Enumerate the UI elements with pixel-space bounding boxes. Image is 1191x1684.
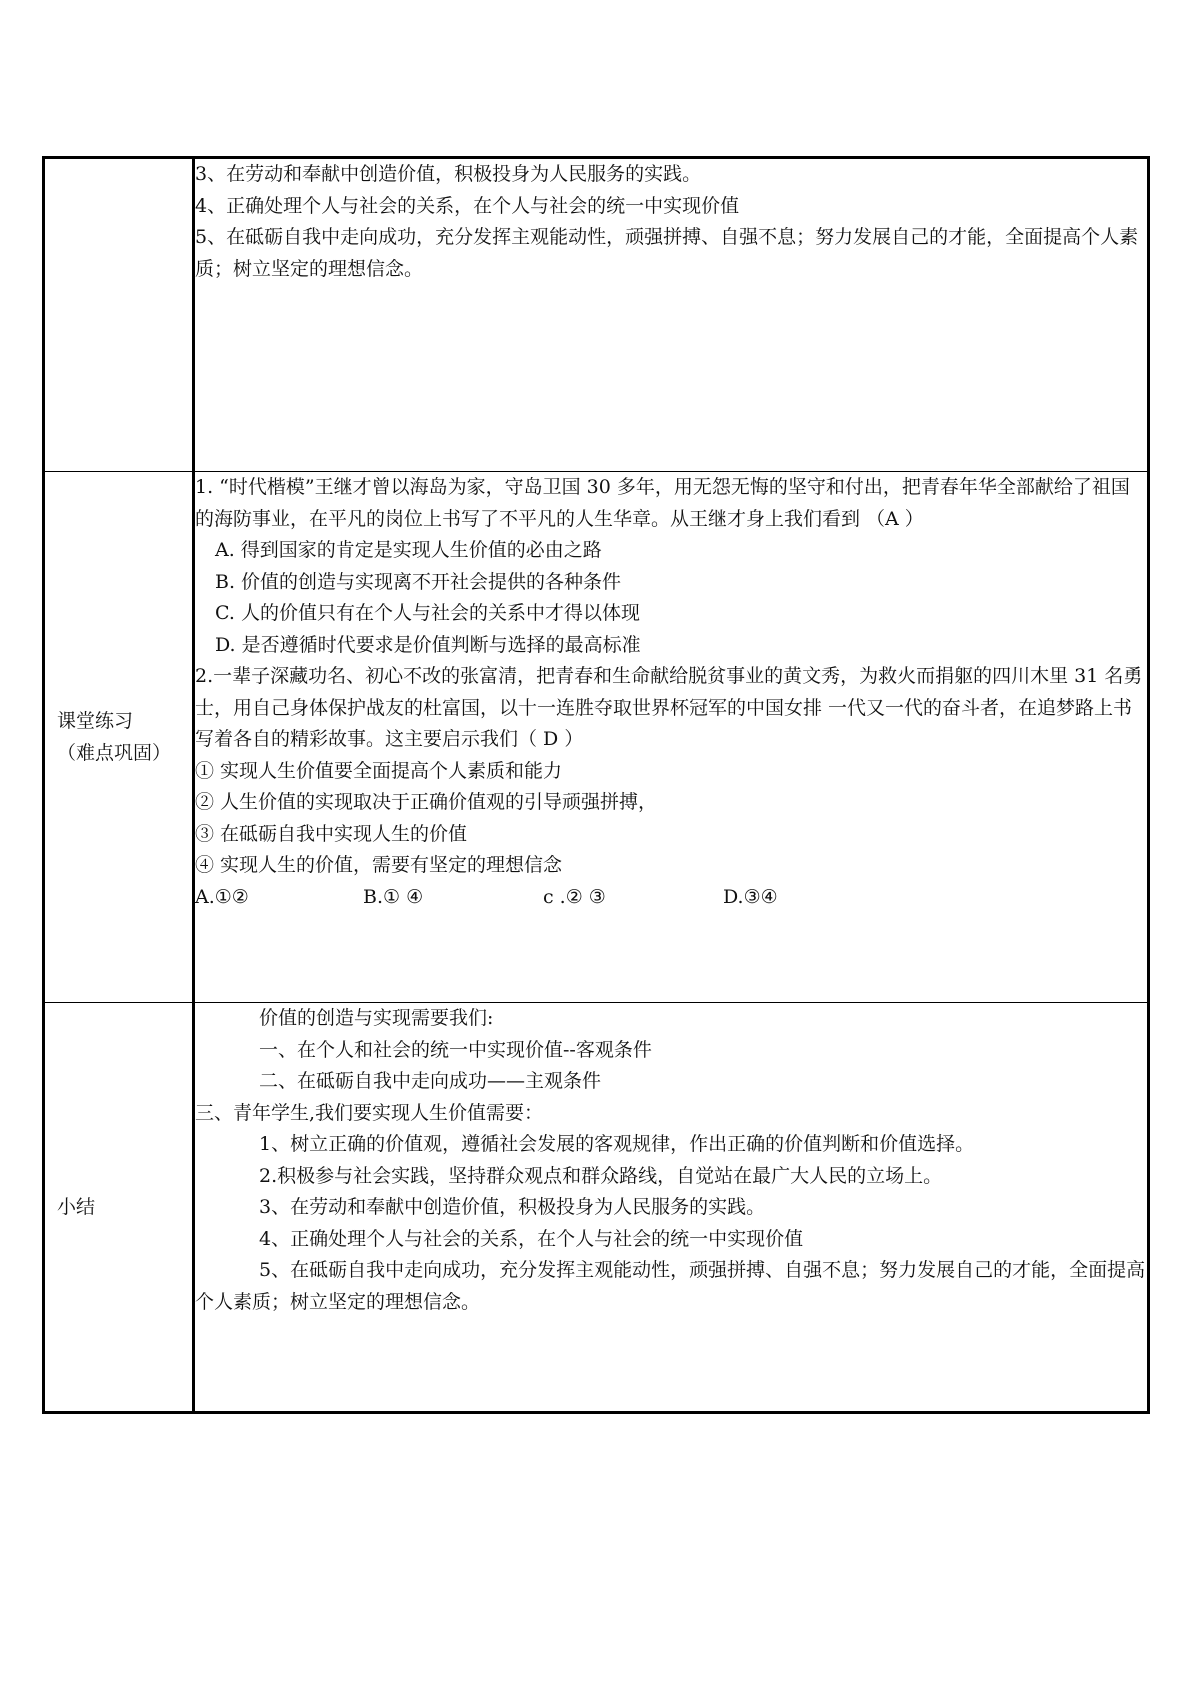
question-2-item-1: ① 实现人生价值要全面提高个人素质和能力 [195,759,563,782]
question-1-option-a: A. 得到国家的肯定是实现人生价值的必由之路 [215,539,602,561]
answer-option-d: D.③④ [723,885,778,908]
answer-option-c: c .② ③ [543,885,606,908]
summary-point-one: 一、在个人和社会的统一中实现价值--客观条件 [259,1038,652,1061]
summary-subpoint-3: 3、在劳动和奉献中创造价值，积极投身为人民服务的实践。 [259,1196,766,1218]
summary-point-two: 二、在砥砺自我中走向成功——主观条件 [259,1070,602,1092]
question-1-stem: 1. “时代楷模”王继才曾以海岛为家，守岛卫国 30 多年，用无怨无悔的坚守和付出，把青春年华全部献给了祖国的海防事业，在平凡的岗位上书写了不平凡的人生华章。从王继才身上我们看到 （A ） [195,476,1130,530]
summary-subpoint-5: 5、在砥砺自我中走向成功，充分发挥主观能动性，顽强拼搏、自强不息；努力发展自己的才能，全面提高个人素质；树立坚定的理想信念。 [195,1259,1146,1313]
row-label-empty [44,158,194,472]
summary-point-three: 三、青年学生,我们要实现人生价值需要： [195,1101,544,1124]
question-1-option-c: C. 人的价值只有在个人与社会的关系中才得以体现 [215,602,640,624]
row-content-summary [194,1003,1149,1413]
question-2-item-2: ② 人生价值的实现取决于正确价值观的引导顽强拼搏， [195,791,658,813]
row-label-practice [44,472,194,1003]
row-label-summary: 小结 [44,1003,194,1413]
answer-option-a: A.①② [195,885,249,908]
content-line: 4、正确处理个人与社会的关系，在个人与社会的统一中实现价值 [195,194,740,217]
content-line: 5、在砥砺自我中走向成功，充分发挥主观能动性，顽强拼搏、自强不息；努力发展自己的才能，全面提高个人素质；树立坚定的理想信念。 [195,226,1139,280]
summary-subpoint-1: 1、树立正确的价值观，遵循社会发展的客观规律，作出正确的价值判断和价值选择。 [259,1133,975,1155]
table-row-practice [44,472,1149,1003]
question-2-item-4: ④ 实现人生的价值，需要有坚定的理想信念 [195,854,563,876]
question-1-option-d: D. 是否遵循时代要求是价值判断与选择的最高标准 [215,633,641,656]
row-content-continuation [194,158,1149,472]
summary-heading: 价值的创造与实现需要我们: [259,1007,494,1029]
question-1-option-b: B. 价值的创造与实现离不开社会提供的各种条件 [215,570,622,593]
summary-subpoint-2: 2.积极参与社会实践，坚持群众观点和群众路线，自觉站在最广大人民的立场上。 [259,1164,943,1187]
lesson-table [42,156,1150,1414]
table-row-summary [44,1003,1149,1413]
question-2-item-3: ③ 在砥砺自我中实现人生的价值 [195,822,468,845]
question-2-answers [195,882,1147,914]
question-2-stem: 2.一辈子深藏功名、初心不改的张富清，把青春和生命献给脱贫事业的黄文秀，为救火而捐躯的四川木里 31 名勇士，用自己身体保护战友的杜富国，以十一连胜夺取世界杯冠军的中国女排 一代又一代的奋斗者，在追梦路上书写着各自的精彩故事。这主要启示我们（ D ） [195,665,1143,750]
answer-option-b: B.① ④ [363,885,424,908]
content-line: 3、在劳动和奉献中创造价值，积极投身为人民服务的实践。 [195,163,702,185]
summary-subpoint-4: 4、正确处理个人与社会的关系，在个人与社会的统一中实现价值 [259,1227,804,1250]
label-practice-title: 课堂练习 [57,710,134,732]
row-content-practice [194,472,1149,1003]
table-row-continuation [44,158,1149,472]
label-practice-subtitle: （难点巩固） [57,742,172,764]
